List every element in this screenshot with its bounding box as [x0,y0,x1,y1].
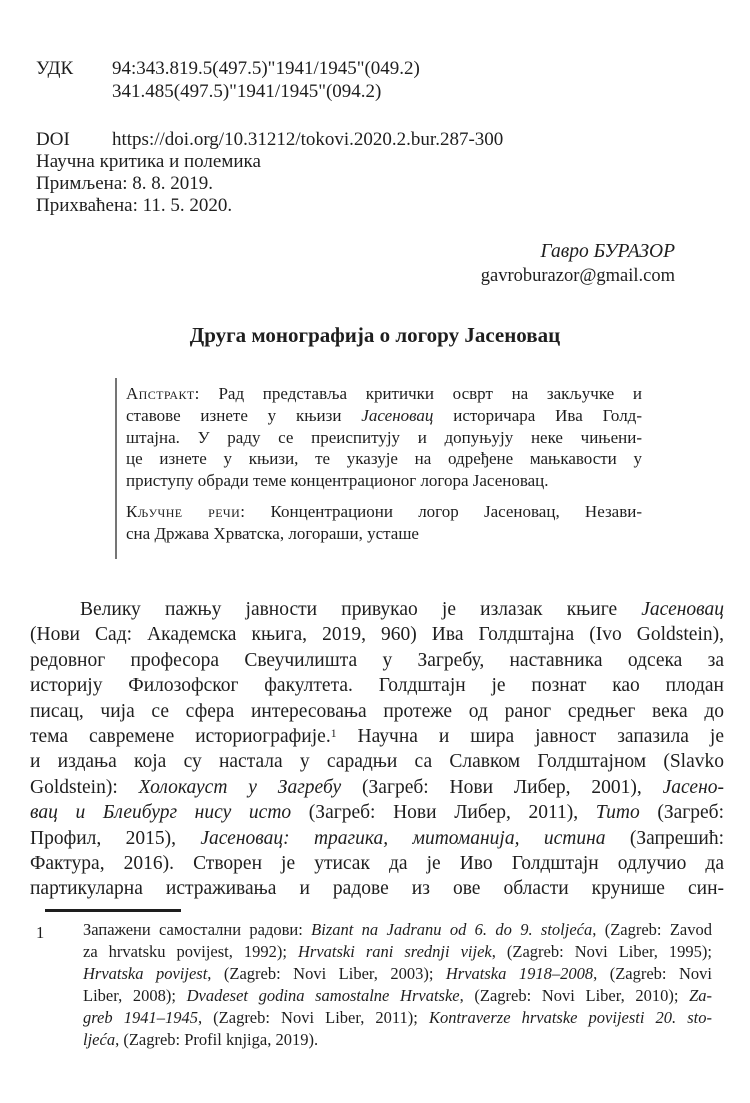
udk-line: 341.485(497.5)"1941/1945"(094.2) [112,81,382,102]
udk-values [112,57,420,103]
text-line: Запажени самостални радови: Bizant na Jadranu od 6. do 9. stoljeća, (Zagreb: Zavod [83,920,712,939]
text-line: Фактура, 2016). Створен је утисак да је Иво Голдштајн одлучио да [30,853,724,875]
text-line: Профил, 2015), Јасеновац: трагика, митоманија, истина (Запрешић: [30,827,724,849]
received-date: Примљена: 8. 8. 2019. [36,173,214,194]
author-name: Гавро БУРАЗОР [540,241,675,262]
author-email[interactable]: gavroburazor@gmail.com [480,266,675,286]
text-line: Goldstein): Холокауст у Загребу (Загреб: Нови Либер, 2001), Јасено- [30,776,724,798]
text-line: Hrvatska povijest, (Zagreb: Novi Liber, 2003); Hrvatska 1918–2008, (Zagreb: Novi [83,964,712,983]
text-line: za hrvatsku povijest, 1992); Hrvatski rani srednji vijek, (Zagreb: Novi Liber, 1995); [83,942,712,961]
footnote-number: 1 [36,923,45,942]
footnote-block [33,919,712,1051]
text-line: приступу обради теме концентрационог логора Јасеновац. [126,471,549,491]
text-line: вац и Блеибург нису исто (Загреб: Нови Либер, 2011), Тито (Загреб: [30,802,724,824]
text-line: партикуларна истраживања и радове из ове области крунише син- [30,878,724,900]
abstract-block [115,378,642,559]
udk-line: 94:343.819.5(497.5)"1941/1945"(049.2) [112,58,420,79]
doi-row [36,129,503,151]
text-line: редовног професора Свеучилишта у Загребу, наставника одсека за [30,649,724,671]
body-text [30,597,724,902]
udk-row [36,57,503,103]
footnote-text [33,919,712,1051]
footnote-rule [45,909,181,912]
text-line: Кључне речи: Концентрациони логор Јасеновац, Незави- [126,501,643,521]
article-header [36,57,503,217]
author-block [481,240,675,288]
article-title: Друга монографија о логору Јасеновац [189,323,561,347]
text-line: сна Држава Хрватска, логораши, усташе [126,523,419,543]
accepted-date: Прихваћена: 11. 5. 2020. [36,195,233,216]
text-line: ставове изнете у књизи Јасеновац историчара Ива Голд- [126,405,642,425]
text-line: Велику пажњу јавности привукао је излазак књиге Јасеновац [80,599,724,620]
text-line: greb 1941–1945, (Zagreb: Novi Liber, 2011); Kontraverze hrvatske povijesti 20. sto- [83,1008,712,1027]
text-line: штајна. У раду се преиспитују и допуњују неке чињени- [126,427,642,447]
udk-label: УДК [36,58,74,79]
article-category: Научна критика и полемика [36,151,261,172]
doi-label: DOI [36,129,70,150]
text-line: це изнете у књизи, те указује на одређене мањкавости у [126,449,642,469]
text-line: Liber, 2008); Dvadeset godina samostalne Hrvatske, (Zagreb: Novi Liber, 2010); Za- [83,986,713,1005]
text-line: писац, чија се сфера интересовања протеже од раног средњег века до [30,700,724,722]
text-line: ljeća, (Zagreb: Profil knjiga, 2019). [83,1030,319,1049]
text-line: историју Филозофског факултета. Голдштајн је познат као плодан [30,675,724,697]
keywords-text [126,501,642,545]
abstract-text [126,383,642,492]
text-line: и издања која су настала у сарадњи са Славком Голдштајном (Slavko [30,751,724,773]
text-line: (Нови Сад: Академска књига, 2019, 960) Ива Голдштајна (Ivo Goldstein), [30,624,724,646]
doi-value[interactable]: https://doi.org/10.31212/tokovi.2020.2.bur.287-300 [112,129,504,150]
text-line: Апстракт: Рад представља критички осврт на закључке и [126,384,642,403]
text-line: тема савремене историографије.$^1$ Научна и шира јавност запазила је [30,726,724,748]
